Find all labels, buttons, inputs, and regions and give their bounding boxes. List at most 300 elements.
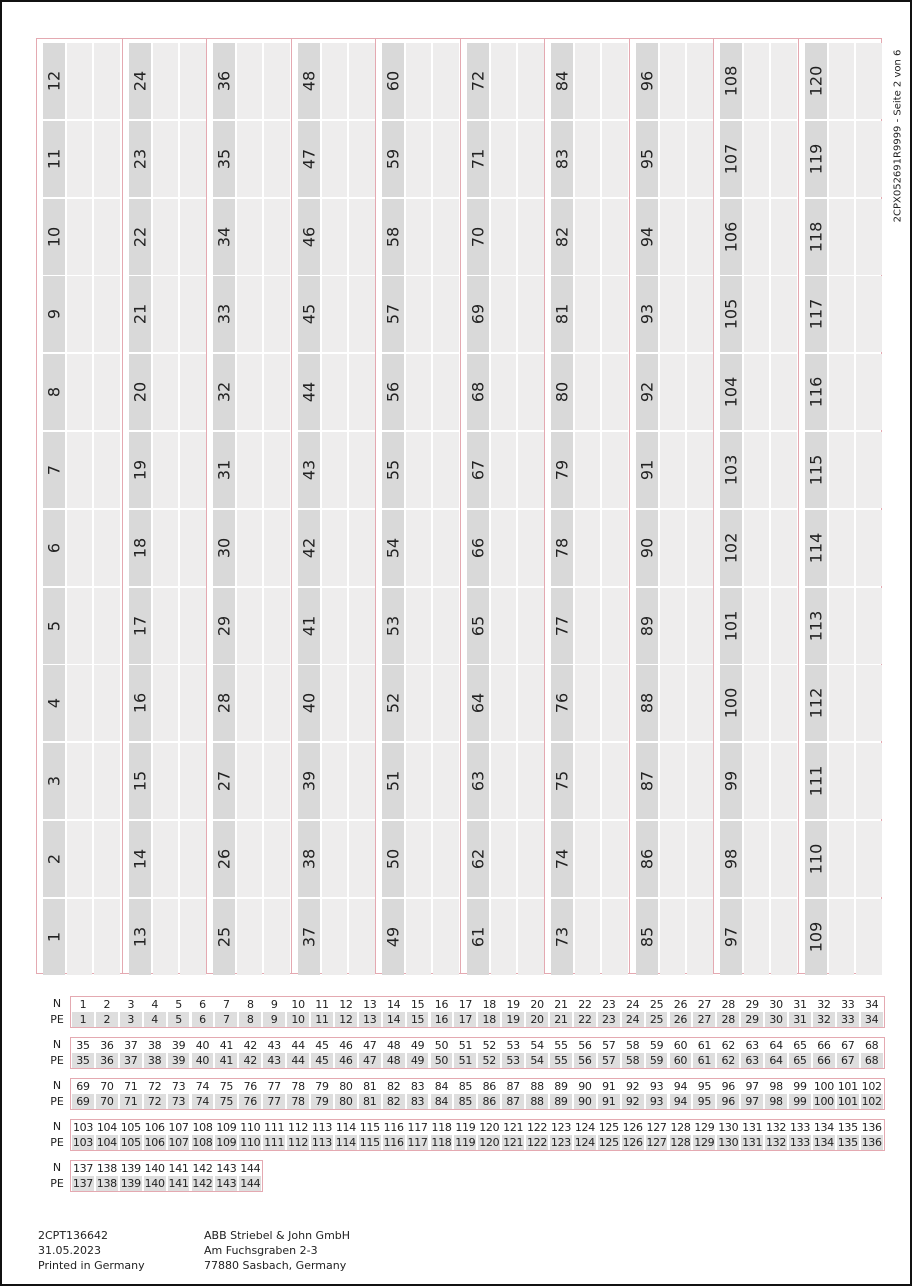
label-number: 97 xyxy=(721,926,741,947)
label-blank-field xyxy=(180,354,206,430)
n-terminal-number: 90 xyxy=(578,1080,592,1093)
label-number: 104 xyxy=(721,376,741,408)
terminal-grid xyxy=(70,1078,885,1110)
pe-terminal-number: 107 xyxy=(168,1136,189,1149)
label-number-box xyxy=(720,432,742,508)
label-blank-field xyxy=(660,899,685,975)
label-blank-field xyxy=(829,199,854,275)
label-number-box xyxy=(636,199,658,275)
pe-terminal-number: 82 xyxy=(383,1094,405,1109)
label-blank-field xyxy=(687,432,713,508)
label-number-box xyxy=(43,899,65,975)
label-cell xyxy=(799,588,883,664)
pe-terminal-number: 109 xyxy=(216,1136,237,1149)
label-number: 110 xyxy=(806,843,825,875)
label-number: 73 xyxy=(552,926,572,947)
n-terminal-number: 52 xyxy=(482,1039,496,1052)
pe-terminal-number: 10 xyxy=(287,1012,309,1027)
label-blank-field xyxy=(67,588,92,664)
n-terminal-number: 137 xyxy=(72,1162,94,1175)
n-terminal-number: 144 xyxy=(240,1162,261,1175)
label-number-box xyxy=(805,588,827,664)
label-cell xyxy=(37,510,121,586)
label-blank-field xyxy=(575,43,600,119)
label-cell xyxy=(799,354,883,430)
label-blank-field xyxy=(67,899,92,975)
label-number: 62 xyxy=(468,848,487,870)
pe-terminal-number: 129 xyxy=(694,1136,715,1149)
label-number-box xyxy=(551,588,573,664)
label-cell xyxy=(37,899,121,975)
label-cell xyxy=(714,43,798,119)
label-blank-field xyxy=(829,276,854,352)
label-number: 93 xyxy=(637,304,656,325)
n-terminal-number: 21 xyxy=(554,998,568,1011)
label-number-box xyxy=(129,199,151,275)
label-blank-field xyxy=(237,510,262,586)
label-blank-field xyxy=(602,588,628,664)
n-terminal-number: 11 xyxy=(315,998,329,1011)
label-number-box xyxy=(636,121,658,197)
label-number: 43 xyxy=(299,459,318,481)
label-blank-field xyxy=(433,43,459,119)
pe-terminal-number: 89 xyxy=(550,1094,572,1109)
label-cell xyxy=(799,743,883,819)
pe-terminal-number: 27 xyxy=(693,1012,715,1027)
label-blank-field xyxy=(322,432,347,508)
label-number-box xyxy=(129,43,151,119)
label-blank-field xyxy=(575,432,600,508)
label-number-box xyxy=(382,43,404,119)
n-terminal-number: 130 xyxy=(718,1121,739,1134)
n-terminal-number: 35 xyxy=(76,1039,90,1052)
terminal-block xyxy=(46,1037,885,1069)
label-blank-field xyxy=(687,510,713,586)
n-terminal-number: 73 xyxy=(171,1080,186,1093)
label-cell xyxy=(376,743,460,819)
pe-terminal-number: 96 xyxy=(717,1094,739,1109)
n-terminal-number: 5 xyxy=(175,998,182,1011)
n-terminal-number: 119 xyxy=(455,1121,476,1134)
pe-terminal-number: 32 xyxy=(813,1012,835,1027)
label-blank-field xyxy=(829,743,854,819)
pe-terminal-number: 25 xyxy=(646,1012,668,1027)
n-terminal-number: 99 xyxy=(793,1080,807,1093)
pe-terminal-number: 3 xyxy=(120,1012,142,1027)
n-terminal-number: 16 xyxy=(434,998,449,1011)
label-blank-field xyxy=(322,899,347,975)
label-blank-field xyxy=(349,743,375,819)
pe-terminal-number: 78 xyxy=(287,1094,309,1109)
label-number-box xyxy=(720,899,742,975)
footer-address xyxy=(204,1228,350,1273)
label-number: 57 xyxy=(383,304,403,325)
label-number-box xyxy=(129,121,151,197)
pe-terminal-number: 64 xyxy=(765,1053,787,1068)
label-blank-field xyxy=(237,354,262,430)
n-row-label: N xyxy=(52,1120,62,1133)
label-blank-field xyxy=(406,665,431,741)
n-terminal-number: 112 xyxy=(288,1121,309,1134)
pe-terminal-number: 111 xyxy=(264,1136,285,1149)
n-terminal-number: 66 xyxy=(817,1039,831,1052)
label-number-box xyxy=(298,432,320,508)
label-blank-field xyxy=(322,199,347,275)
label-number: 49 xyxy=(383,926,403,947)
label-blank-field xyxy=(856,510,882,586)
n-terminal-number: 50 xyxy=(434,1039,449,1052)
pe-terminal-number: 49 xyxy=(407,1053,429,1068)
street-address: Am Fuchsgraben 2-3 xyxy=(204,1244,318,1257)
pe-terminal-number: 42 xyxy=(239,1053,261,1068)
label-blank-field xyxy=(322,121,347,197)
label-number-box xyxy=(805,276,827,352)
label-cell xyxy=(207,199,291,275)
pe-terminal-number: 118 xyxy=(431,1136,452,1149)
label-number-box xyxy=(43,665,65,741)
label-number-box xyxy=(720,354,742,430)
label-cell xyxy=(376,899,460,975)
label-strip xyxy=(37,39,122,973)
n-terminal-number: 65 xyxy=(793,1039,807,1052)
pe-terminal-number: 98 xyxy=(765,1094,787,1109)
n-terminal-number: 49 xyxy=(410,1039,425,1052)
label-number: 116 xyxy=(806,376,825,408)
label-blank-field xyxy=(575,510,600,586)
label-blank-field xyxy=(856,432,882,508)
n-terminal-number: 22 xyxy=(578,998,592,1011)
pe-terminal-number: 105 xyxy=(120,1136,141,1149)
pe-terminal-number: 13 xyxy=(359,1012,381,1027)
label-number: 81 xyxy=(552,304,572,325)
n-terminal-number: 31 xyxy=(793,998,807,1011)
label-strip xyxy=(798,39,883,973)
label-number-box xyxy=(298,588,320,664)
n-terminal-number: 94 xyxy=(673,1080,688,1093)
label-blank-field xyxy=(518,743,544,819)
label-cell xyxy=(545,276,629,352)
label-number-box xyxy=(298,43,320,119)
label-blank-field xyxy=(687,276,713,352)
label-cell xyxy=(376,121,460,197)
n-terminal-number: 27 xyxy=(697,998,712,1011)
pe-terminal-number: 126 xyxy=(622,1136,643,1149)
label-sheet xyxy=(36,38,882,974)
label-blank-field xyxy=(602,743,628,819)
label-blank-field xyxy=(264,199,290,275)
label-number-box xyxy=(382,665,404,741)
label-number-box xyxy=(382,121,404,197)
label-cell xyxy=(461,588,545,664)
n-terminal-number: 33 xyxy=(841,998,855,1011)
label-number: 50 xyxy=(383,848,403,870)
label-cell xyxy=(207,899,291,975)
n-terminal-number: 68 xyxy=(864,1039,879,1052)
label-cell xyxy=(714,899,798,975)
label-number-box xyxy=(129,432,151,508)
pe-terminal-number: 72 xyxy=(144,1094,166,1109)
n-terminal-number: 117 xyxy=(407,1121,428,1134)
label-blank-field xyxy=(856,354,882,430)
n-terminal-number: 17 xyxy=(458,998,473,1011)
pe-terminal-number: 20 xyxy=(526,1012,548,1027)
label-cell xyxy=(376,276,460,352)
label-cell xyxy=(714,588,798,664)
label-number: 76 xyxy=(552,693,572,714)
label-blank-field xyxy=(602,510,628,586)
label-blank-field xyxy=(687,743,713,819)
label-cell xyxy=(545,199,629,275)
label-blank-field xyxy=(518,665,544,741)
pe-terminal-number: 24 xyxy=(622,1012,644,1027)
pe-terminal-number: 120 xyxy=(479,1136,500,1149)
label-number-box xyxy=(298,821,320,897)
label-blank-field xyxy=(67,121,92,197)
label-cell xyxy=(799,432,883,508)
n-terminal-number: 100 xyxy=(813,1080,834,1093)
pe-terminal-number: 6 xyxy=(192,1012,214,1027)
label-cell xyxy=(461,743,545,819)
label-number: 25 xyxy=(214,926,234,947)
label-blank-field xyxy=(491,121,516,197)
n-terminal-number: 103 xyxy=(72,1121,94,1134)
label-cell xyxy=(630,899,714,975)
label-number-box xyxy=(636,510,658,586)
pe-terminal-number: 30 xyxy=(765,1012,787,1027)
n-terminal-number: 40 xyxy=(195,1039,210,1052)
label-blank-field xyxy=(237,899,262,975)
label-cell xyxy=(207,276,291,352)
n-row-label: N xyxy=(52,997,62,1010)
label-cell xyxy=(123,665,207,741)
n-terminal-number: 38 xyxy=(147,1039,162,1052)
n-terminal-number: 92 xyxy=(625,1080,640,1093)
terminal-block xyxy=(46,1078,885,1110)
pe-terminal-number: 41 xyxy=(215,1053,237,1068)
n-terminal-number: 64 xyxy=(769,1039,783,1052)
label-number: 59 xyxy=(383,148,403,169)
label-cell xyxy=(292,43,376,119)
pe-terminal-number: 1 xyxy=(72,1012,94,1027)
label-number: 108 xyxy=(721,65,741,97)
label-blank-field xyxy=(602,665,628,741)
n-terminal-number: 56 xyxy=(578,1039,592,1052)
n-terminal-number: 139 xyxy=(120,1162,141,1175)
label-cell xyxy=(37,588,121,664)
print-origin: Printed in Germany xyxy=(38,1259,145,1272)
label-number-box xyxy=(43,588,65,664)
label-blank-field xyxy=(433,199,459,275)
label-number-box xyxy=(720,199,742,275)
n-terminal-number: 47 xyxy=(363,1039,377,1052)
label-blank-field xyxy=(94,588,120,664)
label-blank-field xyxy=(575,199,600,275)
label-blank-field xyxy=(771,43,797,119)
label-number-box xyxy=(298,121,320,197)
label-cell xyxy=(545,510,629,586)
label-number: 29 xyxy=(214,615,234,636)
label-number: 118 xyxy=(806,221,825,252)
pe-row-label: PE xyxy=(50,1136,64,1149)
n-terminal-number: 63 xyxy=(745,1039,759,1052)
label-blank-field xyxy=(322,43,347,119)
label-blank-field xyxy=(153,665,178,741)
label-number-box xyxy=(467,276,489,352)
pe-terminal-number: 79 xyxy=(311,1094,333,1109)
label-number-box xyxy=(551,510,573,586)
n-terminal-number: 91 xyxy=(602,1080,616,1093)
label-number-box xyxy=(382,899,404,975)
label-cell xyxy=(630,588,714,664)
n-terminal-number: 109 xyxy=(216,1121,237,1134)
label-number: 10 xyxy=(44,226,64,247)
label-number-box xyxy=(551,43,573,119)
n-terminal-number: 127 xyxy=(646,1121,667,1134)
pe-terminal-number: 4 xyxy=(144,1012,166,1027)
label-blank-field xyxy=(153,899,178,975)
pe-terminal-number: 60 xyxy=(670,1053,692,1068)
label-blank-field xyxy=(518,899,544,975)
pe-terminal-number: 61 xyxy=(693,1053,715,1068)
pe-terminal-number: 132 xyxy=(765,1136,787,1149)
label-blank-field xyxy=(856,665,882,741)
label-number: 85 xyxy=(637,926,656,947)
label-number: 79 xyxy=(552,459,572,481)
n-terminal-number: 14 xyxy=(386,998,401,1011)
label-cell xyxy=(292,276,376,352)
label-number: 78 xyxy=(552,537,572,558)
label-number-box xyxy=(298,354,320,430)
n-terminal-number: 54 xyxy=(530,1039,544,1052)
label-cell xyxy=(123,43,207,119)
pe-terminal-number: 133 xyxy=(789,1136,810,1149)
label-number: 48 xyxy=(299,70,318,92)
label-number: 44 xyxy=(299,382,318,403)
label-blank-field xyxy=(660,743,685,819)
label-number: 16 xyxy=(130,693,149,714)
label-number-box xyxy=(467,432,489,508)
label-blank-field xyxy=(433,665,459,741)
label-number-box xyxy=(805,354,827,430)
label-number: 12 xyxy=(44,70,64,92)
pe-terminal-number: 28 xyxy=(717,1012,739,1027)
label-number-box xyxy=(43,43,65,119)
label-number: 101 xyxy=(721,610,741,641)
label-blank-field xyxy=(153,354,178,430)
pe-terminal-number: 16 xyxy=(431,1012,453,1027)
label-number-box xyxy=(213,43,235,119)
label-cell xyxy=(799,276,883,352)
n-terminal-number: 108 xyxy=(192,1121,213,1134)
label-cell xyxy=(461,665,545,741)
label-blank-field xyxy=(264,899,290,975)
n-terminal-number: 88 xyxy=(530,1080,544,1093)
label-number: 84 xyxy=(552,70,572,92)
pe-terminal-number: 8 xyxy=(239,1012,261,1027)
pe-terminal-number: 114 xyxy=(335,1136,356,1149)
pe-terminal-number: 35 xyxy=(72,1053,94,1068)
label-blank-field xyxy=(94,276,120,352)
n-terminal-number: 37 xyxy=(124,1039,138,1052)
label-blank-field xyxy=(153,743,178,819)
label-blank-field xyxy=(433,510,459,586)
pe-terminal-number: 104 xyxy=(96,1136,117,1149)
label-blank-field xyxy=(67,510,92,586)
label-number: 60 xyxy=(383,70,403,92)
label-number-box xyxy=(129,354,151,430)
label-cell xyxy=(714,199,798,275)
n-terminal-number: 69 xyxy=(76,1080,90,1093)
label-cell xyxy=(292,432,376,508)
label-number-box xyxy=(129,821,151,897)
n-terminal-number: 95 xyxy=(697,1080,712,1093)
label-cell xyxy=(376,588,460,664)
label-blank-field xyxy=(67,432,92,508)
label-number-box xyxy=(43,199,65,275)
label-blank-field xyxy=(491,743,516,819)
label-number: 51 xyxy=(383,771,403,792)
label-number: 120 xyxy=(806,65,825,97)
label-number-box xyxy=(551,821,573,897)
label-blank-field xyxy=(67,276,92,352)
label-number: 20 xyxy=(130,382,149,403)
label-cell xyxy=(630,43,714,119)
label-blank-field xyxy=(94,899,120,975)
label-cell xyxy=(207,43,291,119)
label-blank-field xyxy=(660,665,685,741)
label-blank-field xyxy=(491,199,516,275)
label-blank-field xyxy=(856,43,882,119)
label-number-box xyxy=(551,121,573,197)
label-number: 107 xyxy=(721,143,741,175)
label-blank-field xyxy=(406,354,431,430)
terminal-grid xyxy=(70,1160,263,1192)
pe-terminal-number: 50 xyxy=(431,1053,453,1068)
label-cell xyxy=(799,510,883,586)
label-blank-field xyxy=(856,276,882,352)
label-blank-field xyxy=(264,121,290,197)
label-strip xyxy=(206,39,291,973)
pe-terminal-number: 137 xyxy=(72,1177,93,1190)
label-number-box xyxy=(382,510,404,586)
pe-terminal-number: 18 xyxy=(478,1012,500,1027)
label-blank-field xyxy=(744,432,769,508)
label-blank-field xyxy=(687,354,713,430)
label-blank-field xyxy=(829,432,854,508)
label-blank-field xyxy=(322,510,347,586)
pe-terminal-number: 48 xyxy=(383,1053,405,1068)
pe-terminal-number: 103 xyxy=(72,1136,93,1149)
label-number: 117 xyxy=(806,299,825,330)
pe-terminal-number: 141 xyxy=(168,1177,189,1190)
label-blank-field xyxy=(491,510,516,586)
pe-terminal-number: 70 xyxy=(96,1094,118,1109)
label-blank-field xyxy=(660,199,685,275)
label-blank-field xyxy=(829,899,854,975)
pe-terminal-number: 77 xyxy=(263,1094,285,1109)
n-terminal-number: 75 xyxy=(219,1080,234,1093)
label-number: 89 xyxy=(637,615,656,636)
label-blank-field xyxy=(67,743,92,819)
label-number-box xyxy=(213,665,235,741)
label-number: 100 xyxy=(721,688,741,719)
label-number-box xyxy=(298,665,320,741)
pe-terminal-number: 85 xyxy=(454,1094,476,1109)
label-number: 71 xyxy=(468,148,487,169)
pe-terminal-number: 29 xyxy=(741,1012,763,1027)
label-number: 102 xyxy=(721,532,741,564)
pe-terminal-number: 124 xyxy=(574,1136,595,1149)
